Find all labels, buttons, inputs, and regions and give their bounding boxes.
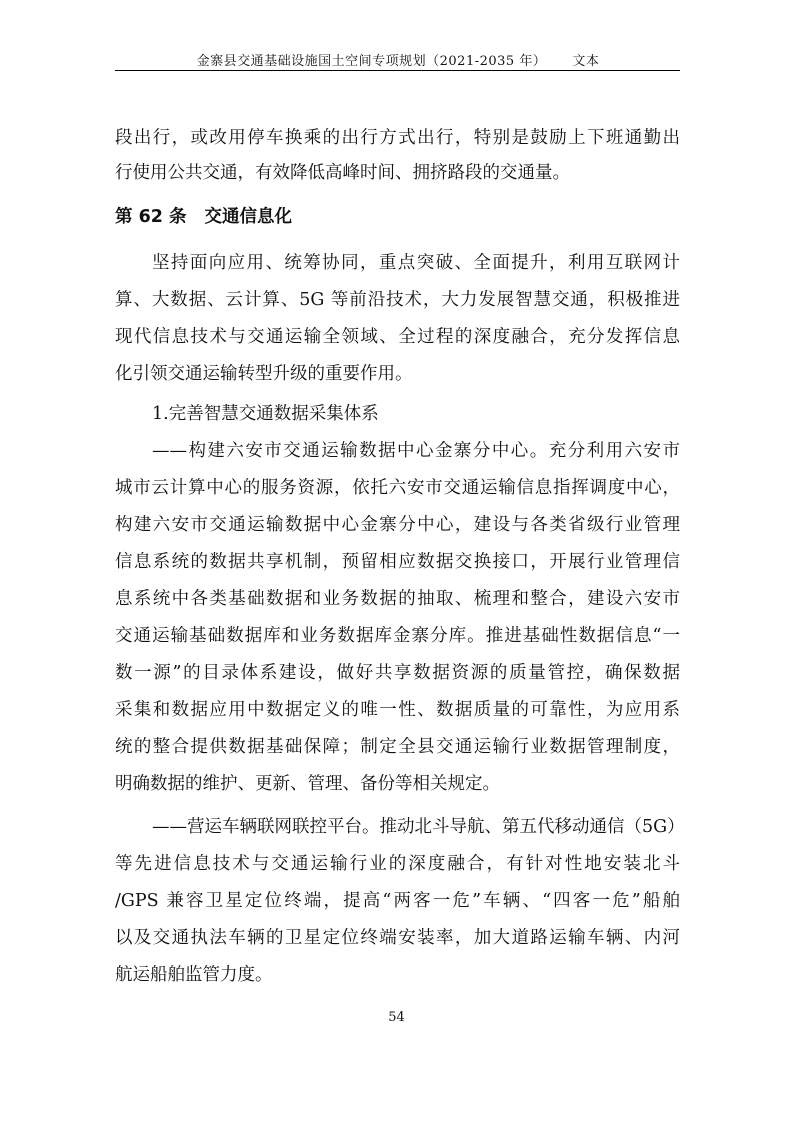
paragraph-line: 化引领交通运输转型升级的重要作用。 xyxy=(115,364,413,384)
section-title: 交通信息化 xyxy=(204,207,293,227)
paragraph-line: /GPS 兼容卫星定位终端，提高“两客一危”车辆、“四客一危”船舶 xyxy=(115,891,680,911)
paragraph-line: 统的整合提供数据基础保障；制定全县交通运输行业数据管理制度， xyxy=(115,737,680,757)
paragraph-line: 城市云计算中心的服务资源，依托六安市交通运输信息指挥调度中心， xyxy=(115,478,680,498)
paragraph-line: ——营运车辆联网联控平台。推动北斗导航、第五代移动通信（5G） xyxy=(152,817,685,837)
header-doc-type: 文本 xyxy=(572,54,600,69)
section-number: 第 62 条 xyxy=(115,207,187,227)
paragraph-line: 构建六安市交通运输数据中心金寨分中心，建设与各类省级行业管理 xyxy=(115,515,680,535)
header-rule xyxy=(115,70,680,71)
page-number: 54 xyxy=(388,1010,405,1025)
section-heading xyxy=(115,204,292,230)
paragraph-line: 明确数据的维护、更新、管理、备份等相关规定。 xyxy=(115,774,500,794)
header-title: 金寨县交通基础设施国土空间专项规划（2021-2035 年） xyxy=(196,54,547,69)
subsection-heading: 1.完善智慧交通数据采集体系 xyxy=(152,404,379,424)
paragraph-line: 等先进信息技术与交通运输行业的深度融合，有针对性地安装北斗 xyxy=(115,854,680,874)
paragraph-line: 数一源”的目录体系建设，做好共享数据资源的质量管控，确保数据 xyxy=(115,663,680,683)
paragraph-line: 以及交通执法车辆的卫星定位终端安装率，加大道路运输车辆、内河 xyxy=(115,928,680,948)
paragraph-line: 算、大数据、云计算、5G 等前沿技术，大力发展智慧交通，积极推进 xyxy=(115,290,680,310)
paragraph-line: 交通运输基础数据库和业务数据库金寨分库。推进基础性数据信息“一 xyxy=(115,626,680,646)
page-header xyxy=(120,50,676,69)
paragraph-line: 现代信息技术与交通运输全领域、全过程的深度融合，充分发挥信息 xyxy=(115,327,680,347)
paragraph-line: 坚持面向应用、统筹协同，重点突破、全面提升，利用互联网计 xyxy=(152,253,680,273)
paragraph-line: 信息系统的数据共享机制，预留相应数据交换接口，开展行业管理信 xyxy=(115,552,680,572)
paragraph-line: 航运船舶监管力度。 xyxy=(115,965,273,985)
paragraph-line: 段出行，或改用停车换乘的出行方式出行，特别是鼓励上下班通勤出 xyxy=(115,128,680,148)
paragraph-line: 行使用公共交通，有效降低高峰时间、拥挤路段的交通量。 xyxy=(115,163,570,183)
paragraph-line: 息系统中各类基础数据和业务数据的抽取、梳理和整合，建设六安市 xyxy=(115,589,680,609)
paragraph-line: 采集和数据应用中数据定义的唯一性、数据质量的可靠性，为应用系 xyxy=(115,700,680,720)
paragraph-line: ——构建六安市交通运输数据中心金寨分中心。充分利用六安市 xyxy=(152,441,680,461)
